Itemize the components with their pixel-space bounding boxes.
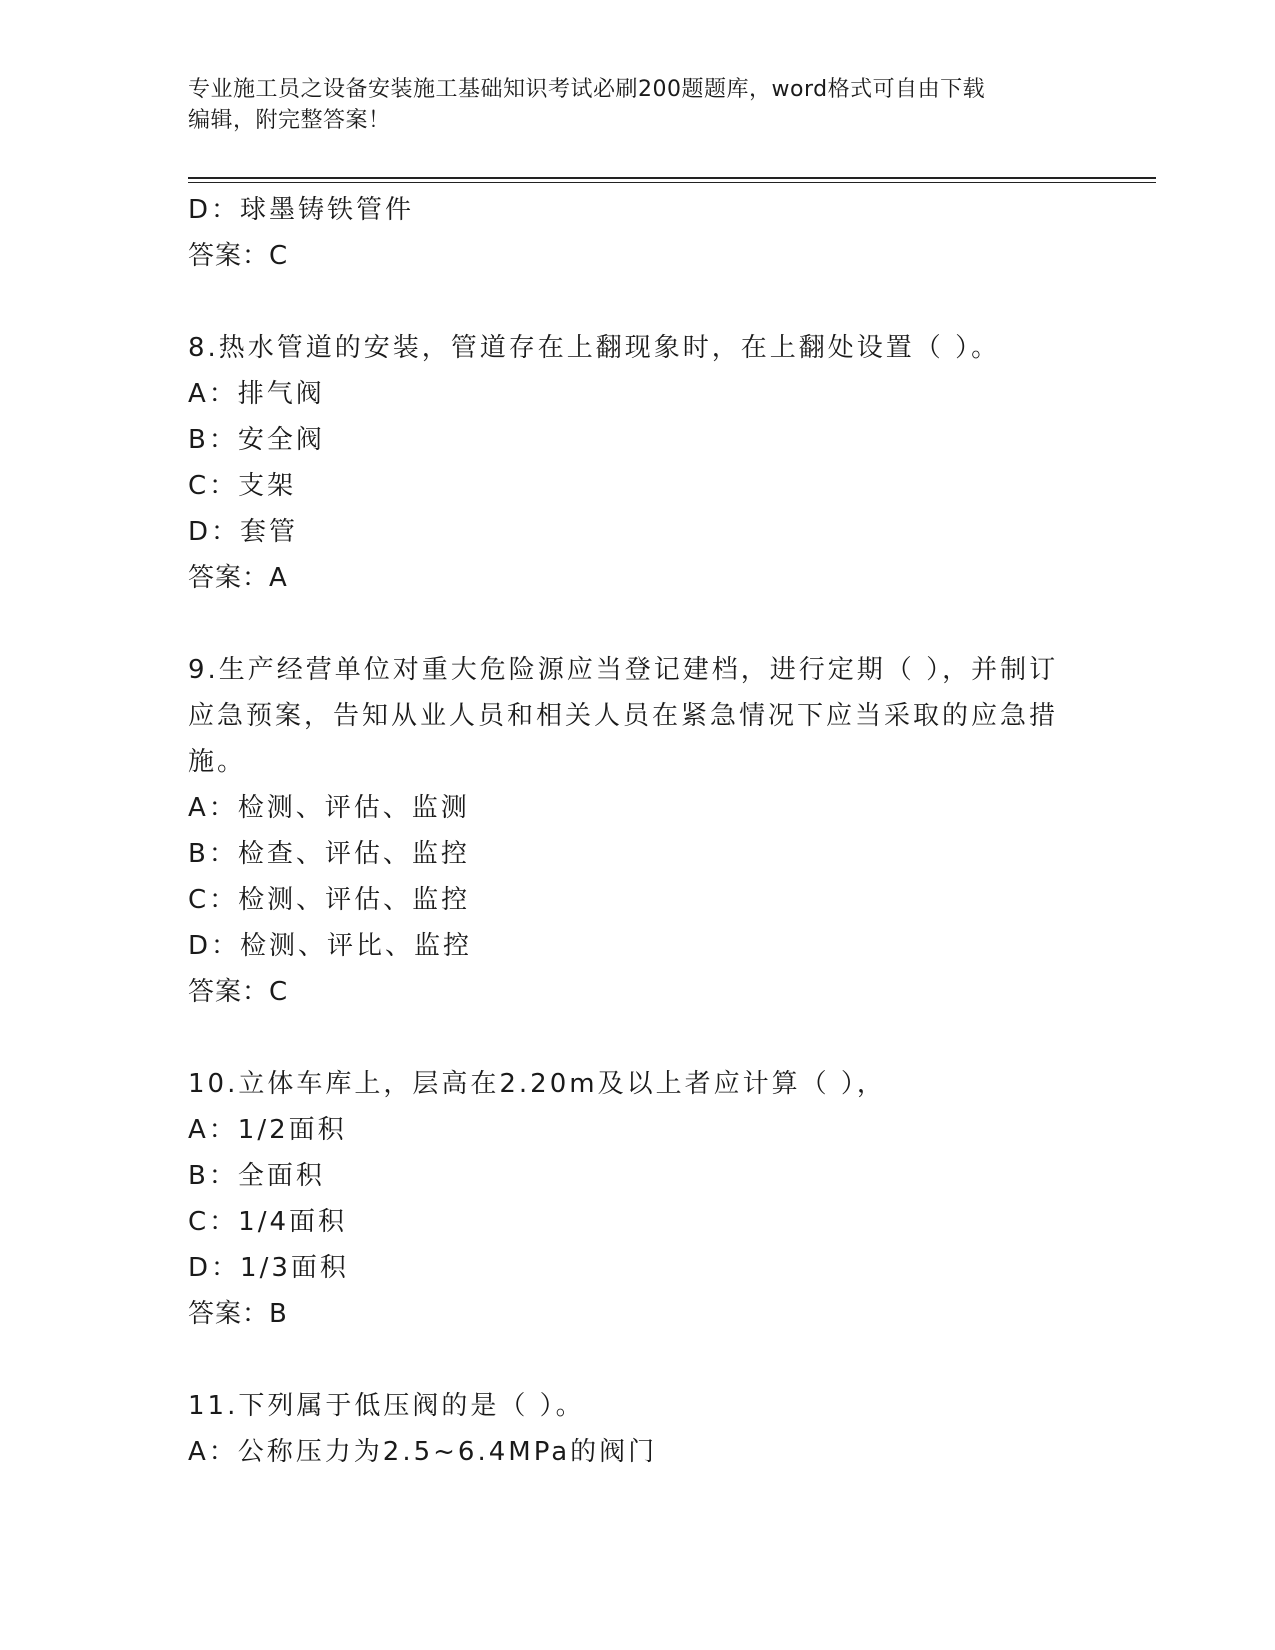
option-d: D：1/3面积 [188,1253,349,1283]
question-text: 11.下列属于低压阀的是（ ）。 [188,1391,585,1421]
question-text: 应急预案，告知从业人员和相关人员在紧急情况下应当采取的应急措 [188,701,1059,731]
option-a: A：检测、评估、监测 [188,793,470,823]
answer-line: 答案：C [188,241,289,271]
document-body [188,187,1088,1475]
header-line-2: 编辑，附完整答案！ [188,108,391,133]
question-11 [188,1383,1088,1475]
question-text: 9.生产经营单位对重大危险源应当登记建档，进行定期（ ），并制订 [188,655,1059,685]
option-d: D：套管 [188,517,299,547]
question-9 [188,647,1088,1015]
page-header [188,74,1088,136]
option-b: B：安全阀 [188,425,325,455]
question-text: 10.立体车库上，层高在2.20m及以上者应计算（ ）， [188,1069,886,1099]
option-a: A：1/2面积 [188,1115,347,1145]
option-d: D：检测、评比、监控 [188,931,473,961]
header-rule-thin [188,182,1156,183]
option-d: D：球墨铸铁管件 [188,195,415,225]
option-a: A：排气阀 [188,379,325,409]
option-b: B：检查、评估、监控 [188,839,470,869]
answer-line: 答案：B [188,1299,288,1329]
option-c: C：检测、评估、监控 [188,885,471,915]
question-text: 8.热水管道的安装，管道存在上翻现象时，在上翻处设置（ ）。 [188,333,1001,363]
question-10 [188,1061,1088,1337]
answer-line: 答案：A [188,563,288,593]
question-8 [188,325,1088,601]
option-a: A：公称压力为2.5~6.4MPa的阀门 [188,1437,658,1467]
option-b: B：全面积 [188,1161,325,1191]
question-text: 施。 [188,747,247,777]
answer-line: 答案：C [188,977,289,1007]
header-rule-thick [188,177,1156,179]
option-c: C：支架 [188,471,297,501]
header-line-1: 专业施工员之设备安装施工基础知识考试必刷200题题库，word格式可自由下载 [188,77,986,102]
option-c: C：1/4面积 [188,1207,347,1237]
